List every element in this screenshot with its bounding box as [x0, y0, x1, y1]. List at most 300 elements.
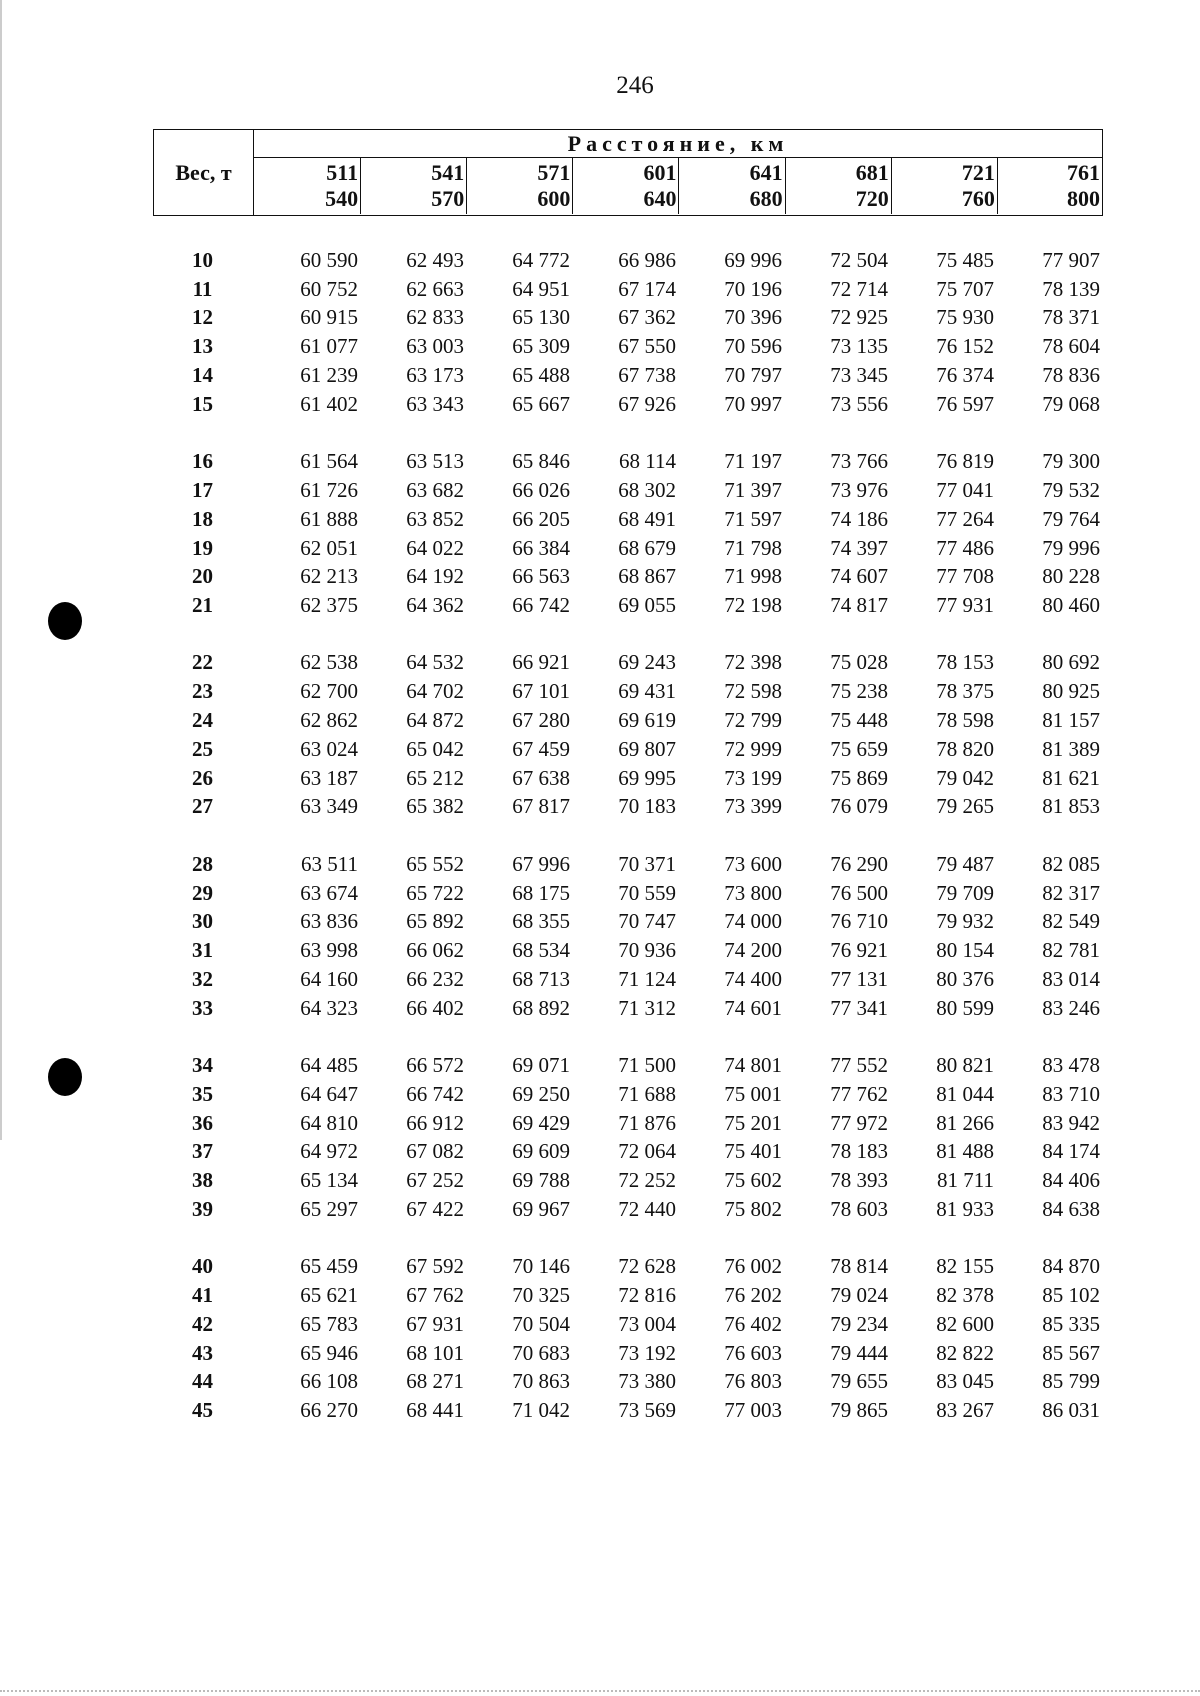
value-cell: 79 655	[830, 1369, 888, 1394]
value-cell: 84 638	[1042, 1197, 1100, 1221]
value-cell: 71 597	[724, 506, 782, 531]
value-cell: 76 819	[936, 449, 994, 474]
value-cell: 77 003	[724, 1398, 782, 1423]
value-cell: 66 384	[512, 535, 570, 560]
value-cell: 79 234	[830, 1311, 888, 1336]
value-cell: 63 852	[406, 506, 464, 531]
weight-cell: 20	[192, 564, 213, 589]
distance-range-511-540	[254, 158, 362, 216]
distance-range-601-640	[573, 158, 679, 216]
value-cell: 75 602	[724, 1168, 782, 1193]
value-cell: 70 183	[618, 794, 676, 819]
value-cell: 75 659	[830, 736, 888, 761]
row-group	[153, 246, 1103, 419]
value-cell: 79 487	[936, 851, 994, 876]
value-cell: 79 444	[830, 1340, 888, 1365]
value-cell: 83 478	[1042, 1053, 1100, 1078]
table-row	[153, 677, 1103, 706]
value-cell: 77 708	[936, 564, 994, 589]
range-from: 681	[856, 158, 892, 186]
value-cell: 65 297	[300, 1197, 358, 1221]
value-cell: 65 212	[406, 765, 464, 790]
weight-cell: 12	[192, 305, 213, 330]
value-cell: 78 814	[830, 1254, 888, 1279]
value-cell: 79 532	[1042, 477, 1100, 502]
value-cell: 67 996	[512, 851, 570, 876]
value-cell: 64 323	[300, 995, 358, 1020]
table-row	[153, 1339, 1103, 1368]
value-cell: 77 264	[936, 506, 994, 531]
value-cell: 68 713	[512, 966, 570, 991]
value-cell: 70 747	[618, 909, 676, 934]
value-cell: 76 374	[936, 363, 994, 388]
value-cell: 76 803	[724, 1369, 782, 1394]
value-cell: 76 079	[830, 794, 888, 819]
value-cell: 79 300	[1042, 449, 1100, 474]
table-row	[153, 246, 1103, 275]
value-cell: 69 788	[512, 1168, 570, 1193]
weight-cell: 23	[192, 679, 213, 704]
weight-cell: 26	[192, 765, 213, 790]
distance-range-571-600	[467, 158, 573, 216]
value-cell: 76 402	[724, 1311, 782, 1336]
value-cell: 62 213	[300, 564, 358, 589]
table-row	[153, 332, 1103, 361]
value-cell: 61 402	[300, 391, 358, 416]
value-cell: 73 192	[618, 1340, 676, 1365]
value-cell: 75 201	[724, 1110, 782, 1135]
distance-range-721-760	[892, 158, 998, 216]
value-cell: 68 679	[618, 535, 676, 560]
weight-cell: 45	[192, 1398, 213, 1423]
value-cell: 70 325	[512, 1283, 570, 1308]
distance-range-761-800	[998, 158, 1103, 216]
value-cell: 72 252	[618, 1168, 676, 1193]
value-cell: 68 867	[618, 564, 676, 589]
table-row	[153, 965, 1103, 994]
value-cell: 82 781	[1042, 938, 1100, 963]
value-cell: 72 064	[618, 1139, 676, 1164]
value-cell: 78 393	[830, 1168, 888, 1193]
value-cell: 75 485	[936, 247, 994, 272]
value-cell: 65 722	[406, 880, 464, 905]
punch-hole-top	[48, 602, 82, 640]
value-cell: 70 396	[724, 305, 782, 330]
value-cell: 61 239	[300, 363, 358, 388]
value-cell: 81 933	[936, 1197, 994, 1221]
value-cell: 77 041	[936, 477, 994, 502]
value-cell: 65 946	[300, 1340, 358, 1365]
value-cell: 75 802	[724, 1197, 782, 1221]
value-cell: 70 863	[512, 1369, 570, 1394]
value-cell: 77 931	[936, 593, 994, 618]
value-cell: 64 772	[512, 247, 570, 272]
value-cell: 71 124	[618, 966, 676, 991]
value-cell: 67 738	[618, 363, 676, 388]
value-cell: 82 317	[1042, 880, 1100, 905]
weight-cell: 29	[192, 880, 213, 905]
table-row	[153, 1195, 1103, 1224]
value-cell: 74 000	[724, 909, 782, 934]
value-cell: 68 534	[512, 938, 570, 963]
value-cell: 69 243	[618, 650, 676, 675]
value-cell: 64 532	[406, 650, 464, 675]
value-cell: 68 302	[618, 477, 676, 502]
row-group	[153, 649, 1103, 822]
value-cell: 80 925	[1042, 679, 1100, 704]
value-cell: 65 621	[300, 1283, 358, 1308]
value-cell: 78 604	[1042, 334, 1100, 359]
range-to: 760	[962, 186, 998, 214]
value-cell: 67 422	[406, 1197, 464, 1221]
value-cell: 65 042	[406, 736, 464, 761]
table-row	[153, 706, 1103, 735]
table-row	[153, 1368, 1103, 1397]
table-row	[153, 850, 1103, 879]
table-row	[153, 1138, 1103, 1167]
value-cell: 62 538	[300, 650, 358, 675]
value-cell: 66 108	[300, 1369, 358, 1394]
distance-range-681-720	[786, 158, 892, 216]
value-cell: 67 082	[406, 1139, 464, 1164]
value-cell: 65 382	[406, 794, 464, 819]
table-row	[153, 1166, 1103, 1195]
value-cell: 76 002	[724, 1254, 782, 1279]
value-cell: 67 459	[512, 736, 570, 761]
value-cell: 74 400	[724, 966, 782, 991]
table-row	[153, 1252, 1103, 1281]
value-cell: 74 601	[724, 995, 782, 1020]
value-cell: 63 511	[301, 851, 358, 876]
value-cell: 86 031	[1042, 1398, 1100, 1423]
table-row	[153, 505, 1103, 534]
value-cell: 70 797	[724, 363, 782, 388]
row-group	[153, 447, 1103, 620]
value-cell: 65 309	[512, 334, 570, 359]
value-cell: 66 742	[406, 1081, 464, 1106]
value-cell: 70 146	[512, 1254, 570, 1279]
value-cell: 75 238	[830, 679, 888, 704]
value-cell: 63 836	[300, 909, 358, 934]
weight-cell: 35	[192, 1081, 213, 1106]
value-cell: 64 362	[406, 593, 464, 618]
value-cell: 64 972	[300, 1139, 358, 1164]
value-cell: 67 638	[512, 765, 570, 790]
value-cell: 72 628	[618, 1254, 676, 1279]
value-cell: 66 026	[512, 477, 570, 502]
scan-edge-line	[0, 0, 2, 1140]
table-row	[153, 361, 1103, 390]
value-cell: 66 232	[406, 966, 464, 991]
value-cell: 72 999	[724, 736, 782, 761]
weight-cell: 21	[192, 593, 213, 618]
value-cell: 80 599	[936, 995, 994, 1020]
value-cell: 79 042	[936, 765, 994, 790]
table-row	[153, 735, 1103, 764]
value-cell: 70 997	[724, 391, 782, 416]
value-cell: 75 869	[830, 765, 888, 790]
value-cell: 79 764	[1042, 506, 1100, 531]
value-cell: 80 692	[1042, 650, 1100, 675]
value-cell: 70 936	[618, 938, 676, 963]
value-cell: 73 135	[830, 334, 888, 359]
value-cell: 72 925	[830, 305, 888, 330]
value-cell: 75 401	[724, 1139, 782, 1164]
weight-cell: 34	[192, 1053, 213, 1078]
weight-cell: 31	[192, 938, 213, 963]
value-cell: 75 028	[830, 650, 888, 675]
value-cell: 73 345	[830, 363, 888, 388]
weight-cell: 25	[192, 736, 213, 761]
value-cell: 64 872	[406, 708, 464, 733]
value-cell: 66 205	[512, 506, 570, 531]
value-cell: 82 822	[936, 1340, 994, 1365]
table-row	[153, 304, 1103, 333]
value-cell: 72 504	[830, 247, 888, 272]
value-cell: 67 362	[618, 305, 676, 330]
value-cell: 78 371	[1042, 305, 1100, 330]
weight-cell: 17	[192, 477, 213, 502]
table-row	[153, 907, 1103, 936]
table-row	[153, 447, 1103, 476]
value-cell: 85 567	[1042, 1340, 1100, 1365]
value-cell: 82 549	[1042, 909, 1100, 934]
value-cell: 68 175	[512, 880, 570, 905]
value-cell: 67 931	[406, 1311, 464, 1336]
range-to: 800	[1067, 186, 1100, 211]
value-cell: 79 265	[936, 794, 994, 819]
value-cell: 69 996	[724, 247, 782, 272]
value-cell: 62 375	[300, 593, 358, 618]
value-cell: 83 267	[936, 1398, 994, 1423]
value-cell: 63 024	[300, 736, 358, 761]
value-cell: 80 821	[936, 1053, 994, 1078]
value-cell: 64 647	[300, 1081, 358, 1106]
value-cell: 73 556	[830, 391, 888, 416]
value-cell: 63 173	[406, 363, 464, 388]
weight-cell: 42	[192, 1311, 213, 1336]
value-cell: 79 024	[830, 1283, 888, 1308]
table-row	[153, 275, 1103, 304]
value-cell: 64 192	[406, 564, 464, 589]
value-cell: 70 196	[724, 276, 782, 301]
weight-cell: 40	[192, 1254, 213, 1279]
value-cell: 73 399	[724, 794, 782, 819]
value-cell: 67 926	[618, 391, 676, 416]
value-cell: 82 378	[936, 1283, 994, 1308]
value-cell: 74 200	[724, 938, 782, 963]
value-cell: 66 912	[406, 1110, 464, 1135]
range-to: 720	[856, 186, 892, 214]
value-cell: 66 563	[512, 564, 570, 589]
value-cell: 81 621	[1042, 765, 1100, 790]
table-row	[153, 994, 1103, 1023]
range-to: 600	[537, 186, 573, 214]
value-cell: 71 798	[724, 535, 782, 560]
value-cell: 74 817	[830, 593, 888, 618]
value-cell: 72 816	[618, 1283, 676, 1308]
value-cell: 69 619	[618, 708, 676, 733]
value-cell: 73 004	[618, 1311, 676, 1336]
value-cell: 81 389	[1042, 736, 1100, 761]
value-cell: 81 266	[936, 1110, 994, 1135]
weight-cell: 14	[192, 363, 213, 388]
weight-cell: 18	[192, 506, 213, 531]
value-cell: 63 343	[406, 391, 464, 416]
weight-cell: 30	[192, 909, 213, 934]
value-cell: 66 270	[300, 1398, 358, 1423]
value-cell: 80 376	[936, 966, 994, 991]
value-cell: 83 710	[1042, 1081, 1100, 1106]
value-cell: 61 564	[300, 449, 358, 474]
value-cell: 73 600	[724, 851, 782, 876]
value-cell: 83 246	[1042, 995, 1100, 1020]
value-cell: 62 663	[406, 276, 464, 301]
value-cell: 85 799	[1042, 1369, 1100, 1394]
value-cell: 64 702	[406, 679, 464, 704]
value-cell: 63 003	[406, 334, 464, 359]
value-cell: 67 101	[512, 679, 570, 704]
table-row	[153, 534, 1103, 563]
value-cell: 69 431	[618, 679, 676, 704]
value-cell: 75 707	[936, 276, 994, 301]
row-group	[153, 850, 1103, 1023]
value-cell: 62 833	[406, 305, 464, 330]
weight-cell: 38	[192, 1168, 213, 1193]
range-from: 511	[326, 158, 361, 186]
value-cell: 73 766	[830, 449, 888, 474]
value-cell: 69 071	[512, 1053, 570, 1078]
value-cell: 84 870	[1042, 1254, 1100, 1279]
value-cell: 60 752	[300, 276, 358, 301]
value-cell: 76 921	[830, 938, 888, 963]
distance-header: Расстояние, км	[254, 130, 1103, 158]
value-cell: 81 853	[1042, 794, 1100, 819]
value-cell: 71 998	[724, 564, 782, 589]
value-cell: 83 045	[936, 1369, 994, 1394]
value-cell: 70 559	[618, 880, 676, 905]
weight-cell: 37	[192, 1139, 213, 1164]
value-cell: 84 406	[1042, 1168, 1100, 1193]
value-cell: 77 972	[830, 1110, 888, 1135]
value-cell: 65 783	[300, 1311, 358, 1336]
value-cell: 67 762	[406, 1283, 464, 1308]
value-cell: 65 488	[512, 363, 570, 388]
value-cell: 79 068	[1042, 391, 1100, 416]
value-cell: 67 174	[618, 276, 676, 301]
value-cell: 70 683	[512, 1340, 570, 1365]
value-cell: 67 592	[406, 1254, 464, 1279]
value-cell: 78 603	[830, 1197, 888, 1221]
value-cell: 63 674	[300, 880, 358, 905]
value-cell: 81 488	[936, 1139, 994, 1164]
value-cell: 68 441	[406, 1398, 464, 1423]
value-cell: 64 022	[406, 535, 464, 560]
value-cell: 71 197	[724, 449, 782, 474]
table-row	[153, 1051, 1103, 1080]
weight-cell: 41	[192, 1283, 213, 1308]
value-cell: 80 460	[1042, 593, 1100, 618]
value-cell: 64 485	[300, 1053, 358, 1078]
value-cell: 69 609	[512, 1139, 570, 1164]
value-cell: 61 888	[300, 506, 358, 531]
weight-cell: 19	[192, 535, 213, 560]
value-cell: 78 153	[936, 650, 994, 675]
value-cell: 77 341	[830, 995, 888, 1020]
value-cell: 73 380	[618, 1369, 676, 1394]
table-row	[153, 879, 1103, 908]
table-row	[153, 793, 1103, 822]
value-cell: 77 552	[830, 1053, 888, 1078]
value-cell: 83 014	[1042, 966, 1100, 991]
value-cell: 61 077	[300, 334, 358, 359]
range-from: 641	[750, 158, 786, 186]
value-cell: 65 846	[512, 449, 570, 474]
value-cell: 77 131	[830, 966, 888, 991]
weight-cell: 28	[192, 851, 213, 876]
value-cell: 71 876	[618, 1110, 676, 1135]
distance-range-641-680	[679, 158, 785, 216]
value-cell: 76 202	[724, 1283, 782, 1308]
value-cell: 83 942	[1042, 1110, 1100, 1135]
value-cell: 71 312	[618, 995, 676, 1020]
value-cell: 76 152	[936, 334, 994, 359]
value-cell: 75 448	[830, 708, 888, 733]
value-cell: 65 134	[300, 1168, 358, 1193]
weight-cell: 11	[192, 276, 213, 301]
weight-cell: 43	[192, 1340, 213, 1365]
value-cell: 66 572	[406, 1053, 464, 1078]
value-cell: 70 504	[512, 1311, 570, 1336]
value-cell: 76 603	[724, 1340, 782, 1365]
value-cell: 85 335	[1042, 1311, 1100, 1336]
table-row	[153, 936, 1103, 965]
value-cell: 77 762	[830, 1081, 888, 1106]
value-cell: 60 915	[300, 305, 358, 330]
weight-column-header: Вес, т	[154, 130, 254, 216]
weight-cell: 10	[192, 247, 213, 272]
weight-cell: 13	[192, 334, 213, 359]
value-cell: 72 440	[618, 1197, 676, 1221]
value-cell: 71 397	[724, 477, 782, 502]
value-cell: 60 590	[300, 247, 358, 272]
table-header	[153, 129, 1103, 216]
value-cell: 74 186	[830, 506, 888, 531]
distance-range-row	[154, 158, 1103, 216]
value-cell: 81 157	[1042, 708, 1100, 733]
value-cell: 70 596	[724, 334, 782, 359]
value-cell: 74 397	[830, 535, 888, 560]
value-cell: 72 714	[830, 276, 888, 301]
range-from: 761	[1067, 160, 1100, 185]
value-cell: 73 569	[618, 1398, 676, 1423]
value-cell: 74 801	[724, 1053, 782, 1078]
value-cell: 66 062	[406, 938, 464, 963]
value-cell: 76 710	[830, 909, 888, 934]
value-cell: 66 402	[406, 995, 464, 1020]
range-from: 541	[431, 158, 467, 186]
value-cell: 63 682	[406, 477, 464, 502]
table-body	[153, 246, 1103, 1454]
range-to: 570	[431, 186, 467, 214]
value-cell: 69 250	[512, 1081, 570, 1106]
value-cell: 76 500	[830, 880, 888, 905]
value-cell: 73 976	[830, 477, 888, 502]
value-cell: 74 607	[830, 564, 888, 589]
value-cell: 68 271	[406, 1369, 464, 1394]
row-group	[153, 1051, 1103, 1224]
value-cell: 66 986	[618, 247, 676, 272]
